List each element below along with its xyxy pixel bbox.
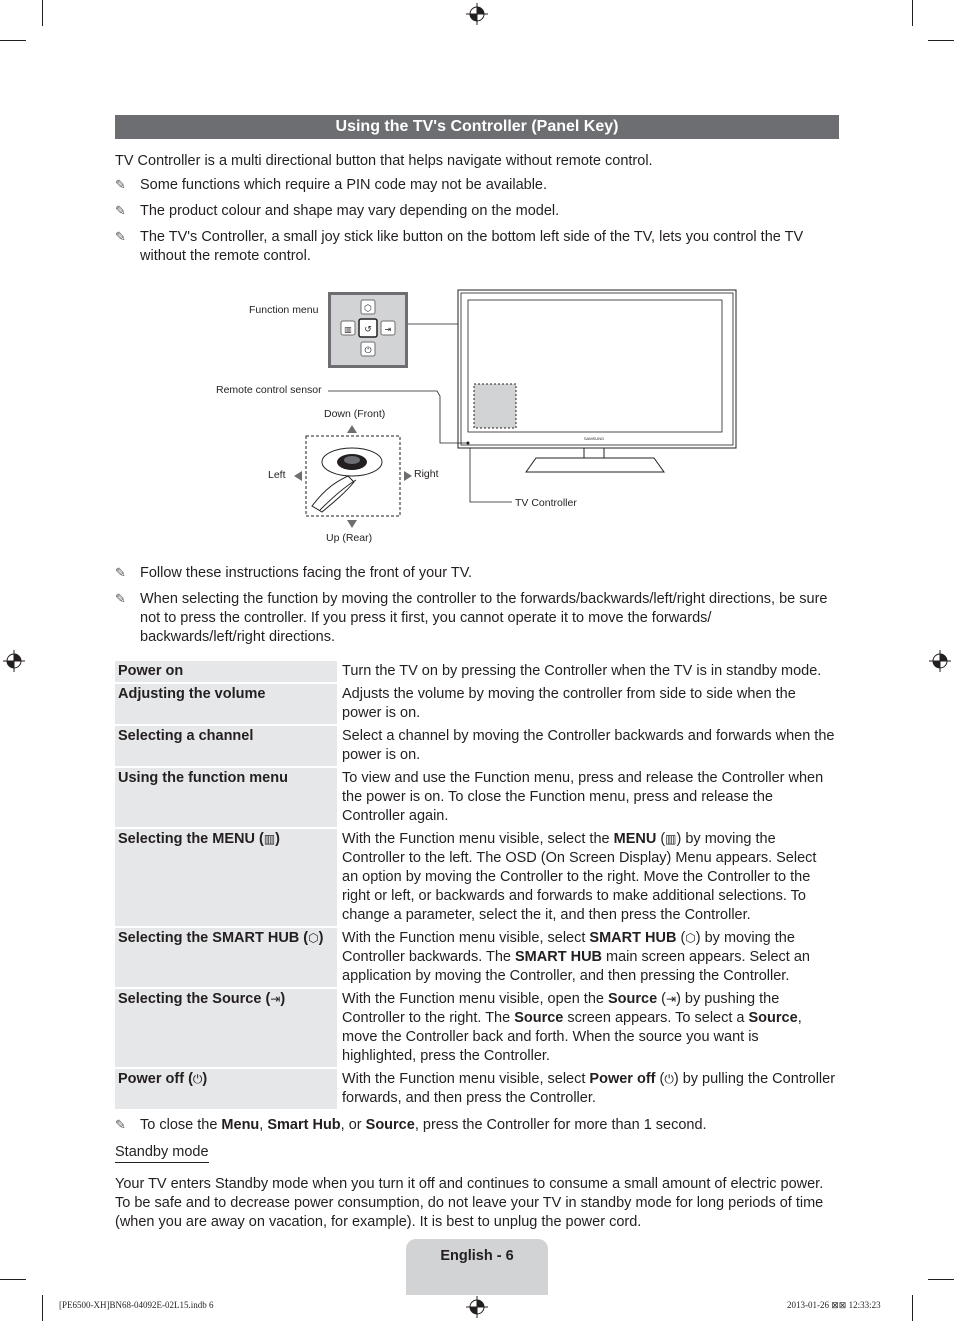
svg-text:⇥: ⇥ <box>384 325 392 334</box>
row-text-bold: SMART HUB <box>515 949 603 965</box>
note-pencil-icon: ✎ <box>115 177 126 192</box>
label-tv-controller: TV Controller <box>515 497 577 509</box>
note-text: , or <box>340 1117 366 1133</box>
note-text: To close the <box>140 1117 222 1133</box>
svg-text:↺: ↺ <box>364 324 372 334</box>
label-remote-sensor: Remote control sensor <box>216 384 322 396</box>
row-key: Adjusting the volume <box>115 684 337 724</box>
standby-text: Your TV enters Standby mode when you turn it off and continues to consume a small amount of electric power. To be safe and to decrease power consumption, do not leave your TV in standby mode for long periods of time (when you are away on vacation, for example). It is best to unplug the power cord. <box>115 1176 824 1230</box>
page-number: English - 6 <box>406 1239 548 1295</box>
row-key-text: Selecting the SMART HUB ( <box>118 930 309 946</box>
registration-mark-icon <box>466 3 488 25</box>
menu-icon: ▥ <box>665 832 677 846</box>
row-key-text: ) <box>202 1071 208 1087</box>
row-text: ) by pushing the Controller to the right. The <box>342 991 780 1026</box>
source-icon: ⇥ <box>270 992 281 1006</box>
row-text: , move the Controller back and forth. When the source you want is highlighted, press the Controller. <box>342 1010 802 1064</box>
row-value: Select a channel by moving the Controller backwards and forwards when the power is on. <box>342 728 835 763</box>
label-down-front: Down (Front) <box>324 408 386 420</box>
crop-mark <box>42 0 43 26</box>
row-text: With the Function menu visible, select <box>342 930 590 946</box>
table-row <box>115 768 839 827</box>
row-key: Selecting a channel <box>115 726 337 766</box>
footer-file: [PE6500-XH]BN68-04092E-02L15.indb 6 <box>59 1300 214 1310</box>
note-text-bold: Source <box>365 1117 415 1133</box>
row-value <box>337 989 839 1067</box>
note-pencil-icon: ✎ <box>115 1117 126 1132</box>
note-pencil-icon: ✎ <box>115 229 126 244</box>
row-text: With the Function menu visible, open the <box>342 991 608 1007</box>
smart-hub-icon: ⬡ <box>308 931 319 945</box>
row-value <box>337 1069 839 1109</box>
svg-text:⏻: ⏻ <box>364 345 372 355</box>
row-key-text: Power off ( <box>118 1071 193 1087</box>
crop-mark <box>928 1279 954 1280</box>
row-text: ( <box>676 930 686 946</box>
registration-mark-icon <box>466 1296 488 1318</box>
row-text: screen appears. To select a <box>563 1010 749 1026</box>
row-text-bold: Source <box>748 1010 798 1026</box>
row-key-text: ) <box>318 930 324 946</box>
power-icon: ⏻ <box>192 1072 203 1086</box>
row-key <box>115 829 337 926</box>
row-value <box>337 928 839 987</box>
table-row <box>115 661 839 682</box>
smart-hub-icon: ⬡ <box>685 931 696 945</box>
row-key-text: ) <box>275 831 281 847</box>
label-function-menu: Function menu <box>249 304 319 316</box>
note-text-bold: Menu <box>221 1117 260 1133</box>
note-text-bold: Smart Hub <box>267 1117 341 1133</box>
intro-text: TV Controller is a multi directional button that helps navigate without remote control. <box>115 153 653 169</box>
table-row <box>115 829 839 926</box>
row-text-bold: SMART HUB <box>589 930 677 946</box>
crop-mark <box>912 1295 913 1321</box>
row-value: Adjusts the volume by moving the controller from side to side when the power is on. <box>342 686 796 721</box>
table-row <box>115 928 839 987</box>
row-text: ) by pulling the Controller forwards, and then press the Controller. <box>342 1071 836 1106</box>
row-value: To view and use the Function menu, press and release the Controller when the power is on. To close the Function menu, press and release the Controller again. <box>342 770 824 824</box>
note-facing-front: Follow these instructions facing the front of your TV. <box>140 565 473 581</box>
row-text: ) by moving the Controller backwards. The <box>342 930 795 965</box>
row-key <box>115 928 337 987</box>
standby-title: Standby mode <box>115 1143 209 1163</box>
row-key-text: Selecting the MENU ( <box>118 831 264 847</box>
row-key <box>115 1069 337 1109</box>
table-row <box>115 684 839 724</box>
note-text: , <box>259 1117 268 1133</box>
crop-mark <box>928 40 954 41</box>
row-text: ( <box>657 991 667 1007</box>
label-up-rear: Up (Rear) <box>326 532 373 544</box>
svg-text:SAMSUNG: SAMSUNG <box>583 436 605 441</box>
crop-mark <box>912 0 913 26</box>
row-text-bold: Source <box>607 991 658 1007</box>
row-text: ) by moving the Controller to the left. The OSD (On Screen Display) Menu appears. Select an option by moving the Controller to the right. Move the Controller to the right or left, or backwards and forwards to make additional selections. To change a parameter, select the it, and then press the Controller. <box>342 831 817 923</box>
note-text: , press the Controller for more than 1 second. <box>414 1117 707 1133</box>
note-controller: The TV's Controller, a small joy stick like button on the bottom left side of the TV, lets you control the TV without the remote control. <box>140 229 804 264</box>
note-pin: Some functions which require a PIN code may not be available. <box>140 177 548 193</box>
tv-illustration <box>200 280 760 555</box>
row-key <box>115 989 337 1067</box>
row-value: Turn the TV on by pressing the Controller when the TV is in standby mode. <box>342 663 822 679</box>
note-direction: When selecting the function by moving the controller to the forwards/backwards/left/right directions, be sure not to press the controller. If you press it first, you cannot operate it to move the forwards/ backwards/left/right directions. <box>140 591 828 645</box>
label-left: Left <box>268 469 286 481</box>
registration-mark-icon <box>3 650 25 672</box>
svg-text:⬡: ⬡ <box>364 303 372 313</box>
footer-date: 2013-01-26 ⊠⊠ 12:33:23 <box>787 1300 881 1310</box>
note-pencil-icon: ✎ <box>115 203 126 218</box>
row-key-text: Selecting the Source ( <box>118 991 271 1007</box>
registration-mark-icon <box>929 650 951 672</box>
controller-diagram <box>200 280 760 555</box>
row-text-bold: Source <box>514 1010 564 1026</box>
source-icon: ⇥ <box>666 992 677 1006</box>
crop-mark <box>0 40 26 41</box>
row-key: Using the function menu <box>115 768 337 827</box>
table-row <box>115 1069 839 1109</box>
note-pencil-icon: ✎ <box>115 591 126 606</box>
function-table <box>115 659 839 1111</box>
note-close <box>140 1116 840 1135</box>
note-colour: The product colour and shape may vary depending on the model. <box>140 203 560 219</box>
note-pencil-icon: ✎ <box>115 565 126 580</box>
row-text-bold: Power off <box>589 1071 656 1087</box>
row-text: With the Function menu visible, select the <box>342 831 614 847</box>
svg-text:▥: ▥ <box>344 325 352 334</box>
row-value <box>337 829 839 926</box>
row-key-text: ) <box>280 991 286 1007</box>
power-icon: ⏻ <box>664 1072 674 1086</box>
row-text: main screen appears. Select an application by moving the Controller, and then pressing the Controller. <box>342 949 810 984</box>
crop-mark <box>42 1295 43 1321</box>
row-key: Power on <box>115 661 337 682</box>
menu-icon: ▥ <box>263 832 276 846</box>
row-text: ( <box>656 831 666 847</box>
crop-mark <box>0 1279 26 1280</box>
table-row <box>115 726 839 766</box>
row-text: With the Function menu visible, select <box>342 1071 590 1087</box>
section-title: Using the TV's Controller (Panel Key) <box>115 115 839 139</box>
table-row <box>115 989 839 1067</box>
row-text-bold: MENU <box>613 831 657 847</box>
label-right: Right <box>414 468 439 480</box>
row-text: ( <box>655 1071 665 1087</box>
